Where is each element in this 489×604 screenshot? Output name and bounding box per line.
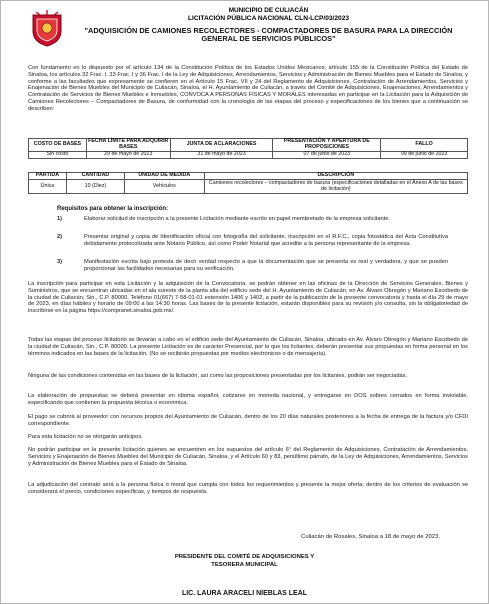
items-cell: Vehículos	[124, 180, 204, 194]
venue-paragraph: Todas las etapas del proceso licitatorio se llevarán a cabo en el edificio sede del Ayuntamiento de Culiacán, Sinaloa, ubicado en Av. Álvaro Obregón y Mariano Escobedo de la ciudad de Culiacán, Sin., C.P. 80000. La presente Licitación es de carácter Presencial, por lo que los licitantes, deberán presentar sus propuestas en forma personal en los términos indicados en las bases de la licitación. (No se recibirán propuestas por medios electrónicos o de mensajería).	[28, 337, 468, 357]
requirements-title: Requisitos para obtener la inscripción:	[57, 206, 169, 212]
schedule-header-cell: FECHA LÍMITE PARA ADQUIRIR BASES	[88, 138, 169, 150]
signatory-name: LIC. LAURA ARACELI NIEBLAS LEAL	[181, 590, 308, 597]
items-cell: 10 (Diez)	[66, 180, 124, 194]
signatory-title-line2: TESORERA MUNICIPAL	[211, 562, 278, 568]
municipal-seal-icon	[30, 9, 64, 47]
document-title: "ADQUISICIÓN DE CAMIONES RECOLECTORES - COMPACTADORES DE BASURA PARA LA DIRECCIÓN GENERAL DE SERVICIOS PÚBLICOS"	[84, 26, 453, 44]
schedule-cell: 07 de junio de 2023	[273, 152, 381, 159]
schedule-header-cell: FALLO	[381, 139, 468, 152]
registration-paragraph: La inscripción para participar en esta Licitación y la adquisición de la Convocatoria, se podrán obtener en las oficinas de la Dirección de Servicios Generales, Bienes y Suministros, que se encuentran ubicadas en el ala sureste de la planta alta del edificio sede del H. Ayuntamiento de Culiacán, en Av. Álvaro Obregón y Mariano Escobedo de la ciudad de Culiacán, Sin., C.P. 80000, Teléfono 01(667) 7-58-01-01 extensión 1406 y 1402, a partir de la publicación de la presente convocatoria y hasta el día 29 de mayo de 2023, en días hábiles y horario de 09:00 a las 14:30 horas. Las bases de la presente licitación, estarán disponibles para su revisión y/o consulta, sin la obligatoriedad de inscribirse en la página https://compranet.sinaloa.gob.mx/.	[28, 281, 468, 315]
schedule-header-row	[29, 139, 468, 152]
schedule-cell: Sin costo	[29, 152, 87, 159]
tender-number: LICITACIÓN PÚBLICA NACIONAL CLN-LCP/03/2023	[187, 15, 350, 22]
schedule-cell: 09 de junio de 2023	[381, 152, 468, 159]
items-table	[28, 172, 468, 194]
items-header-row	[29, 173, 468, 180]
requirement-number: 2)	[57, 234, 63, 240]
schedule-cell: 29 de mayo de 2023	[86, 152, 170, 159]
requirement-number: 1)	[57, 216, 63, 222]
place-date: Culiacán de Rosales, Sinaloa a 18 de mayo de 2023.	[301, 534, 440, 540]
items-header-cell: PARTIDA	[29, 173, 67, 180]
advance-paragraph: Para esta licitación no se otorgarán anticipos.	[28, 434, 143, 440]
items-cell: Única	[29, 180, 67, 194]
schedule-data-row	[29, 152, 468, 159]
schedule-header-cell: JUNTA DE ACLARACIONES	[170, 139, 273, 152]
exclusion-paragraph: No podrán participar en la presente licitación quienes se encuentren en los supuestos del artículo 6° del Reglamento de Adquisiciones, Contratación de Arrendamientos, Servicios y Enajenación de Bienes Muebles del Municipio de Culiacán, Sinaloa, y el Artículo 60 y 83, penúltimo párrafo, de la Ley de Adquisiciones, Arrendamientos, Servicios y Administración de Bienes Muebles para el Estado de Sinaloa.	[28, 447, 468, 467]
requirement-item	[57, 216, 448, 223]
schedule-header-cell: COSTO DE BASES	[29, 139, 87, 152]
requirement-text: Elaborar solicitud de inscripción a la presente Licitación mediante escrito en papel membretado de la empresa solicitante.	[84, 216, 391, 222]
negotiation-paragraph: Ninguna de las condiciones contenidas en las bases de la licitación, así como las proposiciones presentadas por los licitantes, podrán ser negociadas.	[28, 373, 408, 379]
requirement-number: 3)	[57, 259, 63, 265]
items-data-row	[29, 180, 468, 194]
award-paragraph: La adjudicación del contrato será a la persona física o moral que cumpla con todos los requerimientos y presente la mejor oferta; dentro de los criterios de evaluación se considerará el precio, condiciones específicas, y tiempos de respuesta.	[28, 482, 468, 495]
schedule-cell: 31 de mayo de 2023	[170, 152, 273, 159]
schedule-header-cell: PRESENTACIÓN Y APERTURA DE PROPOSICIONES	[273, 139, 381, 152]
intro-paragraph: Con fundamento en lo dispuesto por el artículo 134 de la Constitución Política de los Estados Unidos Mexicanos; artículo 155 de la Constitución Política del Estado de Sinaloa, los artículos 32 Frac. I, 33 Frac. I y 36 Frac. I de la Ley de Adquisiciones, Arrendamientos, Servicios y Administración de Bienes Muebles para el Estado de Sinaloa, y conforme a las facultades que expresamente se confieren en el Artículo 15 Frac. VII y 24 del Reglamento de Adquisiciones, Contratación de Arrendamientos, Servicios y Enajenación de Bienes Muebles del Municipio de Culiacán, Sinaloa, el H. Ayuntamiento de Culiacán, a través del Comité de Adquisiciones, Enajenaciones, Arrendamientos y Contratación de Servicios de Bienes Muebles e Inmuebles, CONVOCA A PERSONAS FÍSICAS Y MORALES interesadas en participar en la Licitación para la Adquisición de Camiones Recolectores – Compactadores de Basura, de conformidad con la cronología de las etapas del proceso y especificaciones de los bienes que a continuación se describen:	[28, 65, 468, 112]
municipality-name: MUNICIPIO DE CULIACÁN	[228, 7, 309, 14]
schedule-table	[28, 138, 468, 159]
items-header-cell: CANTIDAD	[66, 173, 124, 180]
requirement-text: Manifestación escrita bajo protesta de decir verdad respecto a que la documentación que se presenta es real y verdadera, y que se pueden proporcionar las facilidades necesarias para su verificación.	[84, 259, 448, 272]
proposal-paragraph: La elaboración de propuestas se deberá presentar en idioma español, cotizarse en moneda nacional, y entregarse en DOS sobres cerrados en forma inviolable, especificando que contienen la propuesta técnica o económica.	[28, 393, 468, 406]
items-header-cell: DESCRIPCIÓN	[204, 173, 467, 180]
items-cell: Camiones recolectores – compactadores de basura (especificaciones detalladas en el Anexo A de las bases de licitación)	[204, 180, 467, 194]
requirement-item	[57, 259, 448, 273]
requirement-text: Presentar original y copia de Identificación oficial con fotografía del solicitante, inscripción en el R.F.C., copia fotostática del Acta Constitutiva debidamente protocolizada ante Notario Público, así como Poder Notarial que acredite a la persona representante de la empresa.	[84, 234, 448, 247]
requirement-item	[57, 234, 448, 248]
payment-paragraph: El pago se cubrirá al proveedor con recursos propios del Ayuntamiento de Culiacán, dentro de los 20 días naturales posteriores a la fecha de entrega de la factura y/o CFDI correspondiente.	[28, 414, 468, 427]
items-header-cell: UNIDAD DE MEDIDA	[124, 173, 204, 180]
signatory-title-line1: PRESIDENTE DEL COMITÉ DE ADQUISICIONES Y	[174, 554, 315, 560]
